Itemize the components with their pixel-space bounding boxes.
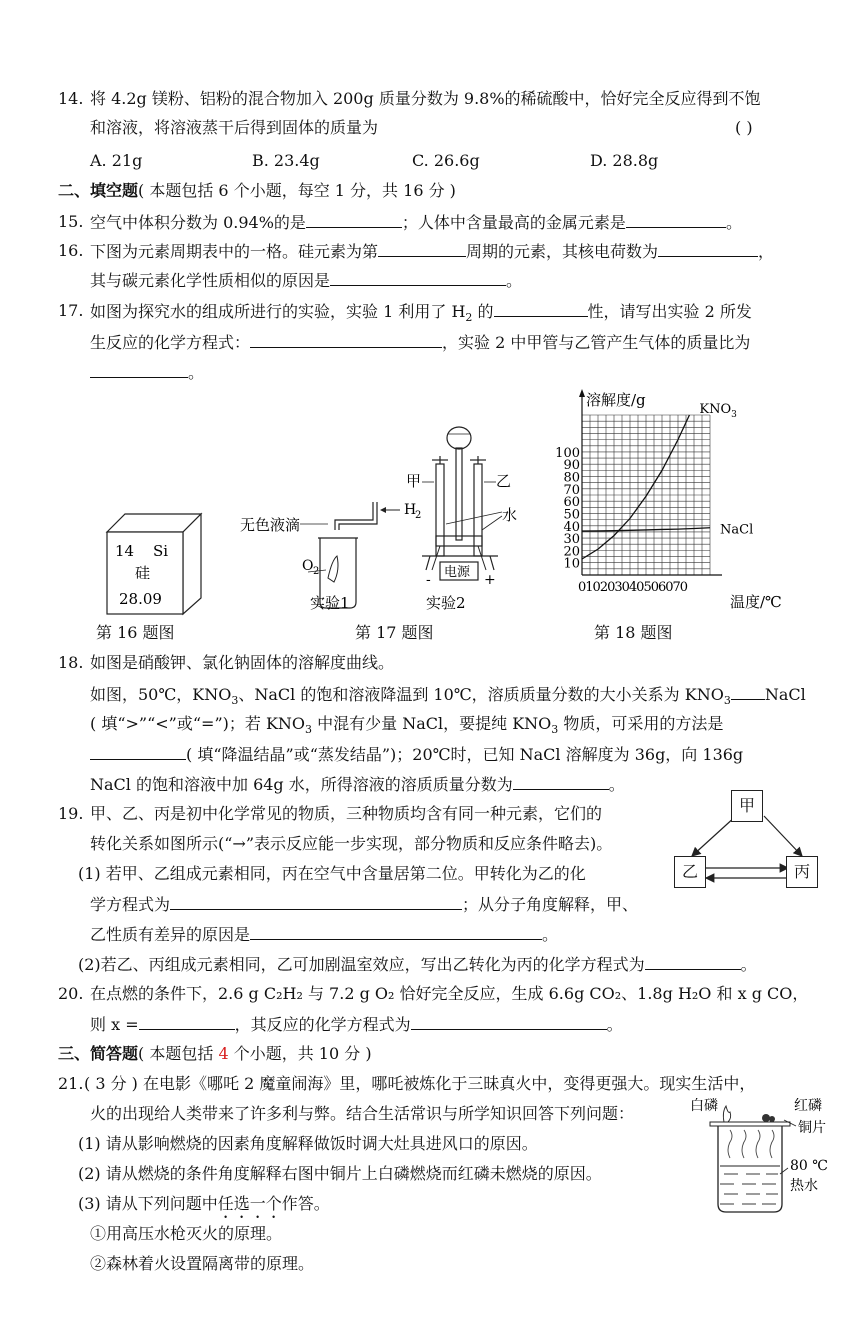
q19-line3: (1) 若甲、乙组成元素相同，丙在空气中含量居第二位。甲转化为乙的化 [78,864,586,883]
y-tick-label: 80 [563,470,580,486]
q16-line1 [90,240,774,263]
q16-blank-3[interactable] [330,269,506,286]
q17-h2-subscript: 2 [465,311,473,325]
q14-number: 14. [58,89,84,108]
q21-line4: (2) 请从燃烧的条件角度解释右图中铜片上白磷燃烧而红磷未燃烧的原因。 [78,1164,602,1183]
series-label-nacl: NaCl [720,522,754,538]
q19-text-4a: 学方程式为 [90,895,171,914]
q20-text-2c: 。 [606,1015,623,1034]
q17-line3 [90,361,204,384]
q17-text-d: 生反应的化学方程式： [90,333,251,352]
y-tick-label: 40 [563,519,580,535]
fig17-power-label: 电源 [444,565,471,580]
fig17-water-experiments [240,420,540,620]
q18-sub-1: 3 [231,694,239,708]
q19-box-jia: 甲 [731,790,763,822]
fig17-minus-label: - [426,572,431,588]
q19-line1: 甲、乙、丙是初中化学常见的物质，三种物质均含有同一种元素，它们的 [90,804,603,823]
chart-series [582,402,753,559]
q15-blank-1[interactable] [306,211,402,228]
section2-title: 二、填空题 [58,181,139,200]
section3-title: 三、简答题 [58,1044,139,1063]
q19-text-5a: 乙性质有差异的原因是 [90,925,251,944]
q14-option-d: D. 28.8g [590,151,659,170]
q18-line3 [90,713,723,741]
q19-box-bing: 丙 [786,856,818,888]
q21-text-5b: 作答。 [281,1194,330,1213]
q18-line5 [90,773,625,796]
fig17-exp1-label: 实验1 [310,594,350,612]
q19-line4 [90,893,638,916]
fig17-caption: 第 17 题图 [355,623,434,642]
arrow-jia-to-yi [692,816,736,856]
red-phosphorus [762,1114,770,1122]
q21-emphasis-text: 任选一个 [217,1194,282,1213]
q21-line5 [78,1193,330,1222]
fig17-exp1-apparatus [300,502,400,608]
q18-sub-3: 3 [305,723,313,737]
q18-text-4: ( 填“降温结晶”或“蒸发结晶”)；20℃时，已知 NaCl 溶解度为 36g，向 136g [186,745,744,764]
q18-number: 18. [58,653,84,672]
y-tick-label: 70 [563,482,580,498]
fig17-plus-label: + [484,572,496,588]
q21-option-1: ①用高压水枪灭火的原理。 [90,1224,283,1243]
q18-sub-4: 3 [551,723,559,737]
q14-answer-paren: ( ) [735,118,753,137]
q21-copper-label: 铜片 [798,1120,826,1136]
q19-text-6a: (2)若乙、丙组成元素相同，乙可加剧温室效应，写出乙转化为丙的化学方程式为 [78,955,645,974]
q20-line1: 在点燃的条件下，2.6 g C₂H₂ 与 7.2 g O₂ 恰好完全反应，生成 6.6g CO₂、1.8g H₂O 和 x g CO， [90,984,809,1003]
chart-x-axis-label: 温度/℃ [730,593,782,611]
y-tick-label: 60 [563,495,580,511]
q19-text-6b: 。 [740,955,757,974]
q18-text-2c: NaCl [764,685,806,704]
fig17-h2-label: H [404,502,417,518]
hot-water-surface [720,1166,780,1204]
q17-text-c: 性，请写出实验 2 所发 [587,302,752,321]
q21-white-p-label: 白磷 [690,1098,718,1114]
q21-temp-label: 80 ℃ [790,1158,828,1174]
q18-text-5a: NaCl 的饱和溶液中加 64g 水，所得溶液的溶质质量分数为 [90,775,513,794]
q14-option-c: C. 26.6g [412,151,480,170]
q17-text-b: 的 [472,302,494,321]
y-tick-label: 20 [563,544,580,560]
fig16-name: 硅 [135,564,151,582]
fig17-h2-subscript: 2 [415,510,422,521]
q18-blank-1[interactable] [731,683,765,700]
q19-line2: 转化关系如图所示(“→”表示反应能一步实现，部分物质和反应条件略去)。 [90,834,613,853]
fig16-element-cell [105,510,205,616]
q15-line [90,211,742,234]
fig17-exp2-apparatus [422,427,502,580]
q17-text-e: ，实验 2 中甲管与乙管产生气体的质量比为 [442,333,751,352]
q16-number: 16. [58,241,84,260]
q16-blank-2[interactable] [658,240,758,257]
q14-option-b: B. 23.4g [252,151,320,170]
x-tick-labels: 010203040506070 [578,580,688,595]
y-tick-label: 10 [563,556,580,572]
fig17-water-label: 水 [502,506,518,524]
q17-number: 17. [58,301,84,320]
fig16-atomic-number: 14 [115,542,135,560]
q17-line2 [90,331,750,354]
q18-text-2a: 如图，50℃，KNO [90,685,232,704]
q15-blank-2[interactable] [626,211,726,228]
fig16-mass: 28.09 [119,590,162,608]
q17-line1 [90,300,752,329]
q21-red-p-label: 红磷 [794,1098,822,1114]
q18-blank-3[interactable] [513,773,609,790]
q19-blank-1[interactable] [170,893,462,910]
fig16-symbol: Si [153,542,169,560]
q16-blank-1[interactable] [378,240,466,257]
steam-lines [728,1130,774,1158]
q18-text-3a: ( 填“>”“<”或“=”)；若 KNO [90,714,306,733]
y-tick-label: 90 [563,458,580,474]
q16-text-c: ， [758,242,775,261]
q14-option-a: A. 21g [90,151,143,170]
beaker [718,1124,782,1212]
section2-heading [58,180,456,202]
fig17-tube-yi-label: 乙 [496,472,512,490]
q20-text-2b: ，其反应的化学方程式为 [234,1015,411,1034]
copper-plate [710,1122,790,1126]
fig18-caption: 第 18 题图 [594,623,673,642]
y-axis-arrow [579,389,585,397]
section3-note-a: ( 本题包括 [138,1044,219,1063]
q21-line3: (1) 请从影响燃烧的因素角度解释做饭时调大灶具进风口的原因。 [78,1134,538,1153]
q15-text-b: ；人体中含量最高的金属元素是 [401,213,626,232]
q16-line2 [90,269,522,292]
q16-text-b: 周期的元素，其核电荷数为 [466,242,659,261]
q15-number: 15. [58,212,84,231]
section3-heading [58,1043,372,1065]
series-label-kno3: $KNO_3$ [699,402,737,420]
fig18-solubility-chart [540,385,790,620]
q19-text-5b: 。 [542,925,559,944]
q18-line1: 如图是硝酸钾、氯化钠固体的溶解度曲线。 [90,653,395,672]
q20-number: 20. [58,984,84,1003]
arrow-jia-to-bing [764,816,802,856]
q21-text-5a: (3) 请从下列问题中 [78,1194,218,1213]
q19-blank-2[interactable] [250,923,542,940]
q21-number: 21. [58,1074,84,1093]
q19-line6 [78,953,757,976]
q16-text-e: 。 [506,271,523,290]
fig17-o2-label: O [302,558,314,574]
q19-number: 19. [58,804,84,823]
q18-sub-2: 3 [723,694,731,708]
q17-blank-1[interactable] [494,300,588,317]
section3-note-b: 个小题，共 10 分 ) [228,1044,372,1063]
fig17-colorless-drop-label: 无色液滴 [240,516,301,534]
q21-hot-water-label: 热水 [790,1178,818,1194]
q21-beaker-figure [690,1098,840,1218]
q15-text-a: 空气中体积分数为 0.94%的是 [90,213,306,232]
q17-text-a: 如图为探究水的组成所进行的实验，实验 1 利用了 H [90,302,466,321]
q18-text-3c: 物质，可采用的方法是 [558,714,724,733]
section3-note-count: 4 [218,1044,229,1063]
q19-line5 [90,923,558,946]
q20-blank-1[interactable] [139,1013,235,1030]
section2-note: ( 本题包括 6 个小题，每空 1 分，共 16 分 ) [138,181,456,200]
q14-text-line1: 将 4.2g 镁粉、铝粉的混合物加入 200g 质量分数为 9.8%的稀硫酸中，恰好完全反应得到不饱 [90,89,761,108]
white-phosphorus-flame [723,1106,730,1122]
fig17-exp2-label: 实验2 [426,594,466,612]
q20-text-2a: 则 x = [90,1015,139,1034]
chart-ticks [555,446,688,595]
q18-line4 [90,743,743,766]
q18-text-2b: 、NaCl 的饱和溶液降温到 10℃，溶质质量分数的大小关系为 KNO [238,685,724,704]
q20-blank-2[interactable] [411,1013,607,1030]
q16-text-d: 其与碳元素化学性质相似的原因是 [90,271,331,290]
q19-blank-3[interactable] [645,953,741,970]
q21-line2: 火的出现给人类带来了许多利与弊。结合生活常识与所学知识回答下列问题： [90,1104,635,1123]
q20-line2 [90,1013,623,1036]
y-tick-label: 100 [555,445,580,461]
q15-text-c: 。 [725,213,742,232]
q16-text-a: 下图为元素周期表中的一格。硅元素为第 [90,242,379,261]
q18-line2 [90,683,806,712]
fig17-tube-jia-label: 甲 [406,472,422,490]
q17-text-f: 。 [188,363,205,382]
q17-blank-3[interactable] [90,361,188,378]
y-tick-label: 30 [563,532,580,548]
q21-line1: ( 3 分 ) 在电影《哪吒 2 魔童闹海》里，哪吒被炼化于三昧真火中，变得更强大。现实生活中， [84,1074,756,1093]
q19-box-yi: 乙 [674,856,706,888]
fig16-caption: 第 16 题图 [96,623,175,642]
q19-text-4b: ；从分子角度解释，甲、 [462,895,639,914]
chart-y-axis-label: 溶解度/g [586,391,646,409]
q21-option-2: ②森林着火设置隔离带的原理。 [90,1254,315,1273]
q17-blank-2[interactable] [250,331,442,348]
q18-text-3b: 中混有少量 NaCl，要提纯 KNO [312,714,552,733]
fig17-o2-subscript: 2 [313,566,320,577]
q18-text-5b: 。 [608,775,625,794]
q14-text-line2: 和溶液，将溶液蒸干后得到固体的质量为 [90,118,379,137]
y-tick-label: 50 [563,507,580,523]
q18-blank-2[interactable] [90,743,186,760]
